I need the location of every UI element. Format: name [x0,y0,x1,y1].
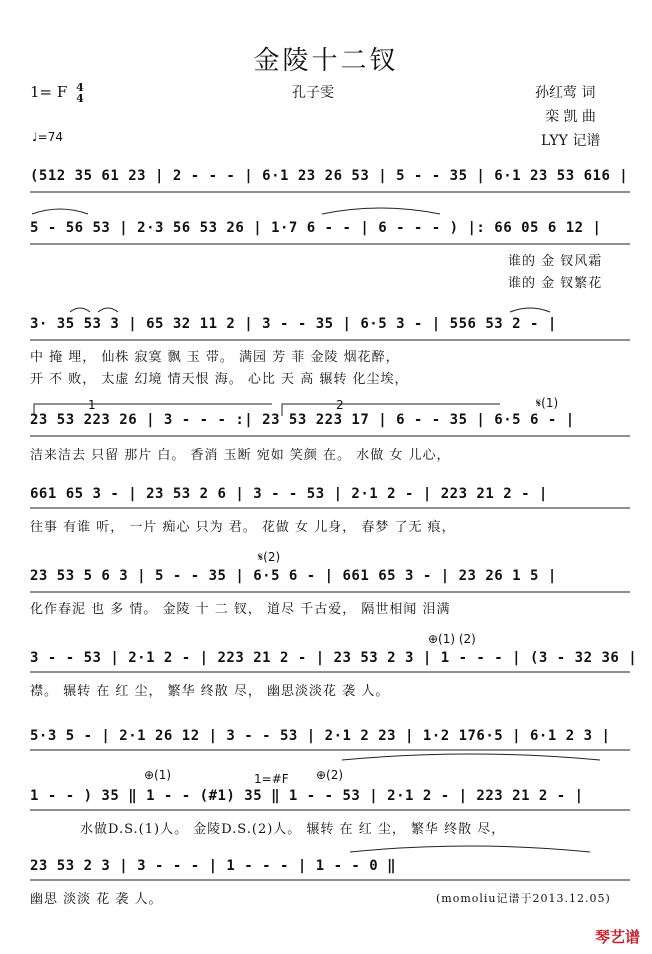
transcriber: LYY 记谱 [541,133,601,149]
singer: 孔子雯 [292,85,334,101]
lyric-row-10: 幽思 淡淡 花 袭 人。 [30,892,163,907]
slur-6 [342,754,600,760]
slur-1 [32,209,88,214]
slur-2 [322,208,440,214]
music-row-4: 23 53 223 26 | 3 - - - :| 23 53 223 17 | 6 - - 35 | 6·5 6 - | [30,412,575,428]
lyric-row-4: 洁来洁去 只留 那片 白。 香消 玉断 宛如 笑颜 在。 水做 女 儿心， [30,448,451,463]
key-change: 1=#F [254,772,289,786]
composer: 栾 凯 曲 [545,109,596,125]
slur-5 [510,308,550,312]
time-signature [76,82,84,104]
transcription-credit: (momoliu记谱于2013.12.05) [436,892,611,905]
brand-logo: 琴艺谱 [594,928,640,946]
music-row-5: 661 65 3 - | 23 53 2 6 | 3 - - 53 | 2·1 2 - | 223 21 2 - | [30,486,548,502]
music-row-10: 23 53 2 3 | 3 - - - | 1 - - - | 1 - - 0 ‖ [30,858,397,874]
key-label: 1= F [30,83,68,101]
coda-2-mark: ⊕(2) [316,768,344,782]
lyricist: 孙红莺 词 [535,85,596,101]
lyric-row-9: 水做D.S.(1)人。 金陵D.S.(2)人。 辗转 在 红 尘， 繁华 终散 尽， [80,822,506,837]
coda-1-2-mark: ⊕(1) (2) [428,632,476,646]
slur-4 [98,308,118,312]
lyric-row-2-verse-2: 谁的 金 钗繁花 [508,276,603,291]
music-row-3: 3· 35 53 3 | 65 32 11 2 | 3 - - 35 | 6·5 3 - | 556 53 2 - | [30,316,557,332]
lyric-row-3-verse-2: 开 不 败， 太虚 幻境 情天恨 海。 心比 天 高 辗转 化尘埃， [30,372,409,387]
lyric-row-3-verse-1: 中 掩 埋， 仙株 寂寞 飘 玉 带。 满园 芳 菲 金陵 烟花醉， [30,350,400,365]
time-bottom: 4 [76,92,84,105]
segno-2-mark: 𝄋(2) [258,550,281,564]
music-row-6: 23 53 5 6 3 | 5 - - 35 | 6·5 6 - | 661 65 3 - | 23 26 1 5 | [30,568,557,584]
music-row-1: (512 35 61 23 | 2 - - - | 6·1 23 26 53 | 5 - - 35 | 6·1 23 53 616 | [30,168,629,184]
lyric-row-7: 襟。 辗转 在 红 尘， 繁华 终散 尽， 幽思淡淡花 袭 人。 [30,684,390,699]
volta-2-label: 2 [336,398,344,412]
volta-1-label: 1 [88,398,96,412]
song-title: 金陵十二钗 [253,46,399,76]
slur-3 [70,308,90,312]
music-row-7: 3 - - 53 | 2·1 2 - | 223 21 2 - | 23 53 2 3 | 1 - - - | (3 - 32 36 | [30,650,638,666]
lyric-row-5: 往事 有谁 听， 一片 痴心 只为 君。 花做 女 儿身， 春梦 了无 痕， [30,520,456,535]
quarter-note-icon: ♩ [32,130,38,144]
music-row-2: 5 - 56 53 | 2·3 56 53 26 | 1·7 6 - - | 6 - - - ) |: 66 05 6 12 | [30,220,602,236]
lyric-row-2-verse-1: 谁的 金 钗风霜 [508,254,603,269]
slur-7 [350,846,590,852]
segno-1-mark: 𝄋(1) [536,396,559,410]
coda-1-mark: ⊕(1) [144,768,172,782]
key-signature [30,82,84,104]
music-row-8: 5·3 5 - | 2·1 26 12 | 3 - - 53 | 2·1 2 23 | 1·2 176·5 | 6·1 2 3 | [30,728,611,744]
lyric-row-6: 化作春泥 也 多 情。 金陵 十 二 钗， 道尽 千古爱， 隔世相闻 泪满 [30,602,451,617]
music-row-9: 1 - - ) 35 ‖ 1 - - (#1) 35 ‖ 1 - - 53 | 2·1 2 - | 223 21 2 - | [30,788,584,804]
tempo-value: =74 [37,130,63,144]
tempo-marking [32,130,63,144]
time-top: 4 [76,81,84,94]
